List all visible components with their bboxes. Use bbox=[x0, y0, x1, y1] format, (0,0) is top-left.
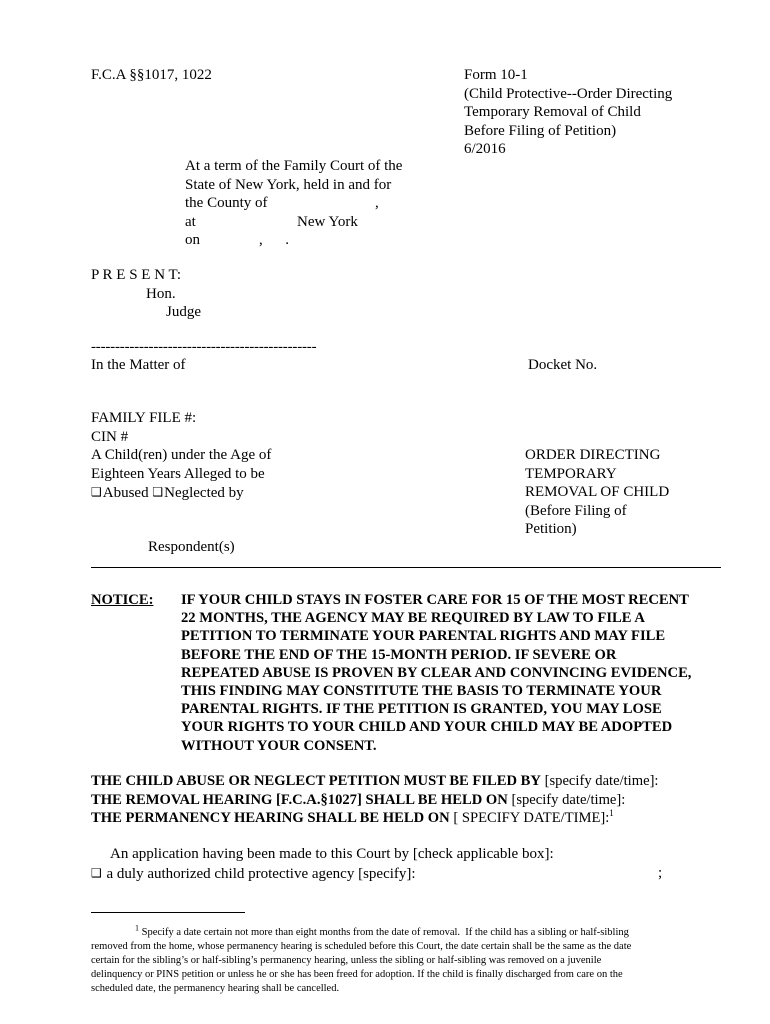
permanency-hearing-date bbox=[91, 809, 614, 827]
permanency-hearing-field: [ SPECIFY DATE/TIME]: bbox=[449, 810, 610, 826]
abused-checkbox[interactable]: ❑ bbox=[91, 485, 102, 499]
judge-honorific: Hon. bbox=[146, 285, 176, 302]
matter-heading: In the Matter of bbox=[91, 357, 186, 373]
agency-line-end: ; bbox=[658, 864, 663, 881]
state-name: New York bbox=[297, 213, 358, 230]
removal-hearing-date bbox=[91, 791, 625, 809]
footnote-line: scheduled date, the permanency hearing shall be cancelled. bbox=[91, 983, 340, 994]
notice-label: NOTICE: bbox=[91, 592, 154, 608]
allegation-options bbox=[91, 483, 244, 502]
agency-option bbox=[91, 864, 416, 883]
agency-checkbox[interactable]: ❑ bbox=[91, 865, 102, 880]
caption-bottom-rule bbox=[91, 567, 721, 568]
judge-title: Judge bbox=[166, 304, 201, 320]
notice-line: REPEATED ABUSE IS PROVEN BY CLEAR AND CONVINCING EVIDENCE, bbox=[181, 664, 692, 681]
footnote-line: delinquency or PINS petition or unless he or she has been freed for adoption. If the child is finally discharged from care on the bbox=[91, 969, 623, 980]
petition-deadline bbox=[91, 772, 658, 790]
footnote-reference: 1 bbox=[609, 808, 614, 819]
abused-label: Abused bbox=[102, 485, 149, 501]
form-description-line: Temporary Removal of Child bbox=[464, 104, 641, 120]
child-description-line: Eighteen Years Alleged to be bbox=[91, 465, 265, 482]
notice-line: 22 MONTHS, THE AGENCY MAY BE REQUIRED BY LAW TO FILE A bbox=[181, 610, 645, 627]
notice-line: PETITION TO TERMINATE YOUR PARENTAL RIGHTS AND MAY FILE bbox=[181, 628, 666, 645]
footnote-separator bbox=[91, 912, 245, 913]
order-title-line: REMOVAL OF CHILD bbox=[525, 484, 670, 500]
footnote-first-line bbox=[135, 923, 629, 939]
child-description-line: A Child(ren) under the Age of bbox=[91, 447, 272, 463]
statute-citation: F.C.A §§1017, 1022 bbox=[91, 67, 212, 83]
notice-line: YOUR RIGHTS TO YOUR CHILD AND YOUR CHILD MAY BE ADOPTED bbox=[181, 719, 673, 736]
footnote-line: Specify a date certain not more than eight months from the date of removal. If the child has a sibling or half-sibling bbox=[139, 927, 629, 938]
notice-line: WITHOUT YOUR CONSENT. bbox=[181, 737, 377, 754]
order-title-line: ORDER DIRECTING bbox=[525, 447, 661, 463]
docket-number-label: Docket No. bbox=[528, 357, 598, 373]
footnote-line: removed from the home, whose permanency hearing is scheduled before this Court, the date certain shall be the same as the date bbox=[91, 941, 632, 952]
caption-divider: ----------------------------------------------- bbox=[91, 339, 317, 355]
cin-label: CIN # bbox=[91, 428, 129, 445]
application-intro: An application having been made to this Court by [check applicable box]: bbox=[110, 846, 554, 862]
county-comma: , bbox=[375, 195, 379, 211]
removal-hearing-label: THE REMOVAL HEARING [F.C.A.§1027] SHALL BE HELD ON bbox=[91, 791, 508, 808]
order-title-line: Petition) bbox=[525, 521, 577, 537]
date-separators: , . bbox=[259, 232, 289, 248]
notice-line: BEFORE THE END OF THE 15-MONTH PERIOD. IF SEVERE OR bbox=[181, 646, 617, 663]
form-number: Form 10-1 bbox=[464, 67, 528, 83]
removal-hearing-field: [specify date/time]: bbox=[507, 791, 626, 808]
court-term-line: the County of bbox=[185, 195, 268, 211]
order-title-line: (Before Filing of bbox=[525, 502, 627, 519]
respondents-label: Respondent(s) bbox=[148, 539, 235, 555]
notice-line: IF YOUR CHILD STAYS IN FOSTER CARE FOR 15 OF THE MOST RECENT bbox=[181, 592, 689, 608]
notice-line: PARENTAL RIGHTS. IF THE PETITION IS GRANTED, YOU MAY LOSE bbox=[181, 701, 662, 718]
form-description-line: Before Filing of Petition) bbox=[464, 122, 617, 139]
order-title-line: TEMPORARY bbox=[525, 465, 617, 482]
footnote-marker: 1 bbox=[135, 923, 139, 933]
family-file-label: FAMILY FILE #: bbox=[91, 410, 197, 426]
court-term-line: on bbox=[185, 232, 200, 248]
petition-deadline-field: [specify date/time]: bbox=[540, 773, 659, 789]
notice-line: THIS FINDING MAY CONSTITUTE THE BASIS TO TERMINATE YOUR bbox=[181, 683, 662, 699]
neglected-checkbox[interactable]: ❑ bbox=[152, 485, 164, 499]
court-term-line: at bbox=[185, 213, 196, 230]
court-term-line: At a term of the Family Court of the bbox=[185, 158, 403, 174]
form-description-line: (Child Protective--Order Directing bbox=[464, 85, 673, 102]
petition-deadline-label: THE CHILD ABUSE OR NEGLECT PETITION MUST BE FILED BY bbox=[91, 773, 541, 789]
form-revision-date: 6/2016 bbox=[464, 141, 506, 157]
agency-label: a duly authorized child protective agency [specify]: bbox=[106, 865, 416, 882]
court-term-line: State of New York, held in and for bbox=[185, 176, 392, 193]
footnote-line: certain for the sibling’s or half-sibling’s permanency hearing, unless the sibling or half-sibling was removed on a juvenile bbox=[91, 955, 602, 966]
permanency-hearing-label: THE PERMANENCY HEARING SHALL BE HELD ON bbox=[91, 810, 450, 826]
neglected-label: Neglected by bbox=[164, 485, 244, 501]
present-label: P R E S E N T: bbox=[91, 267, 182, 283]
